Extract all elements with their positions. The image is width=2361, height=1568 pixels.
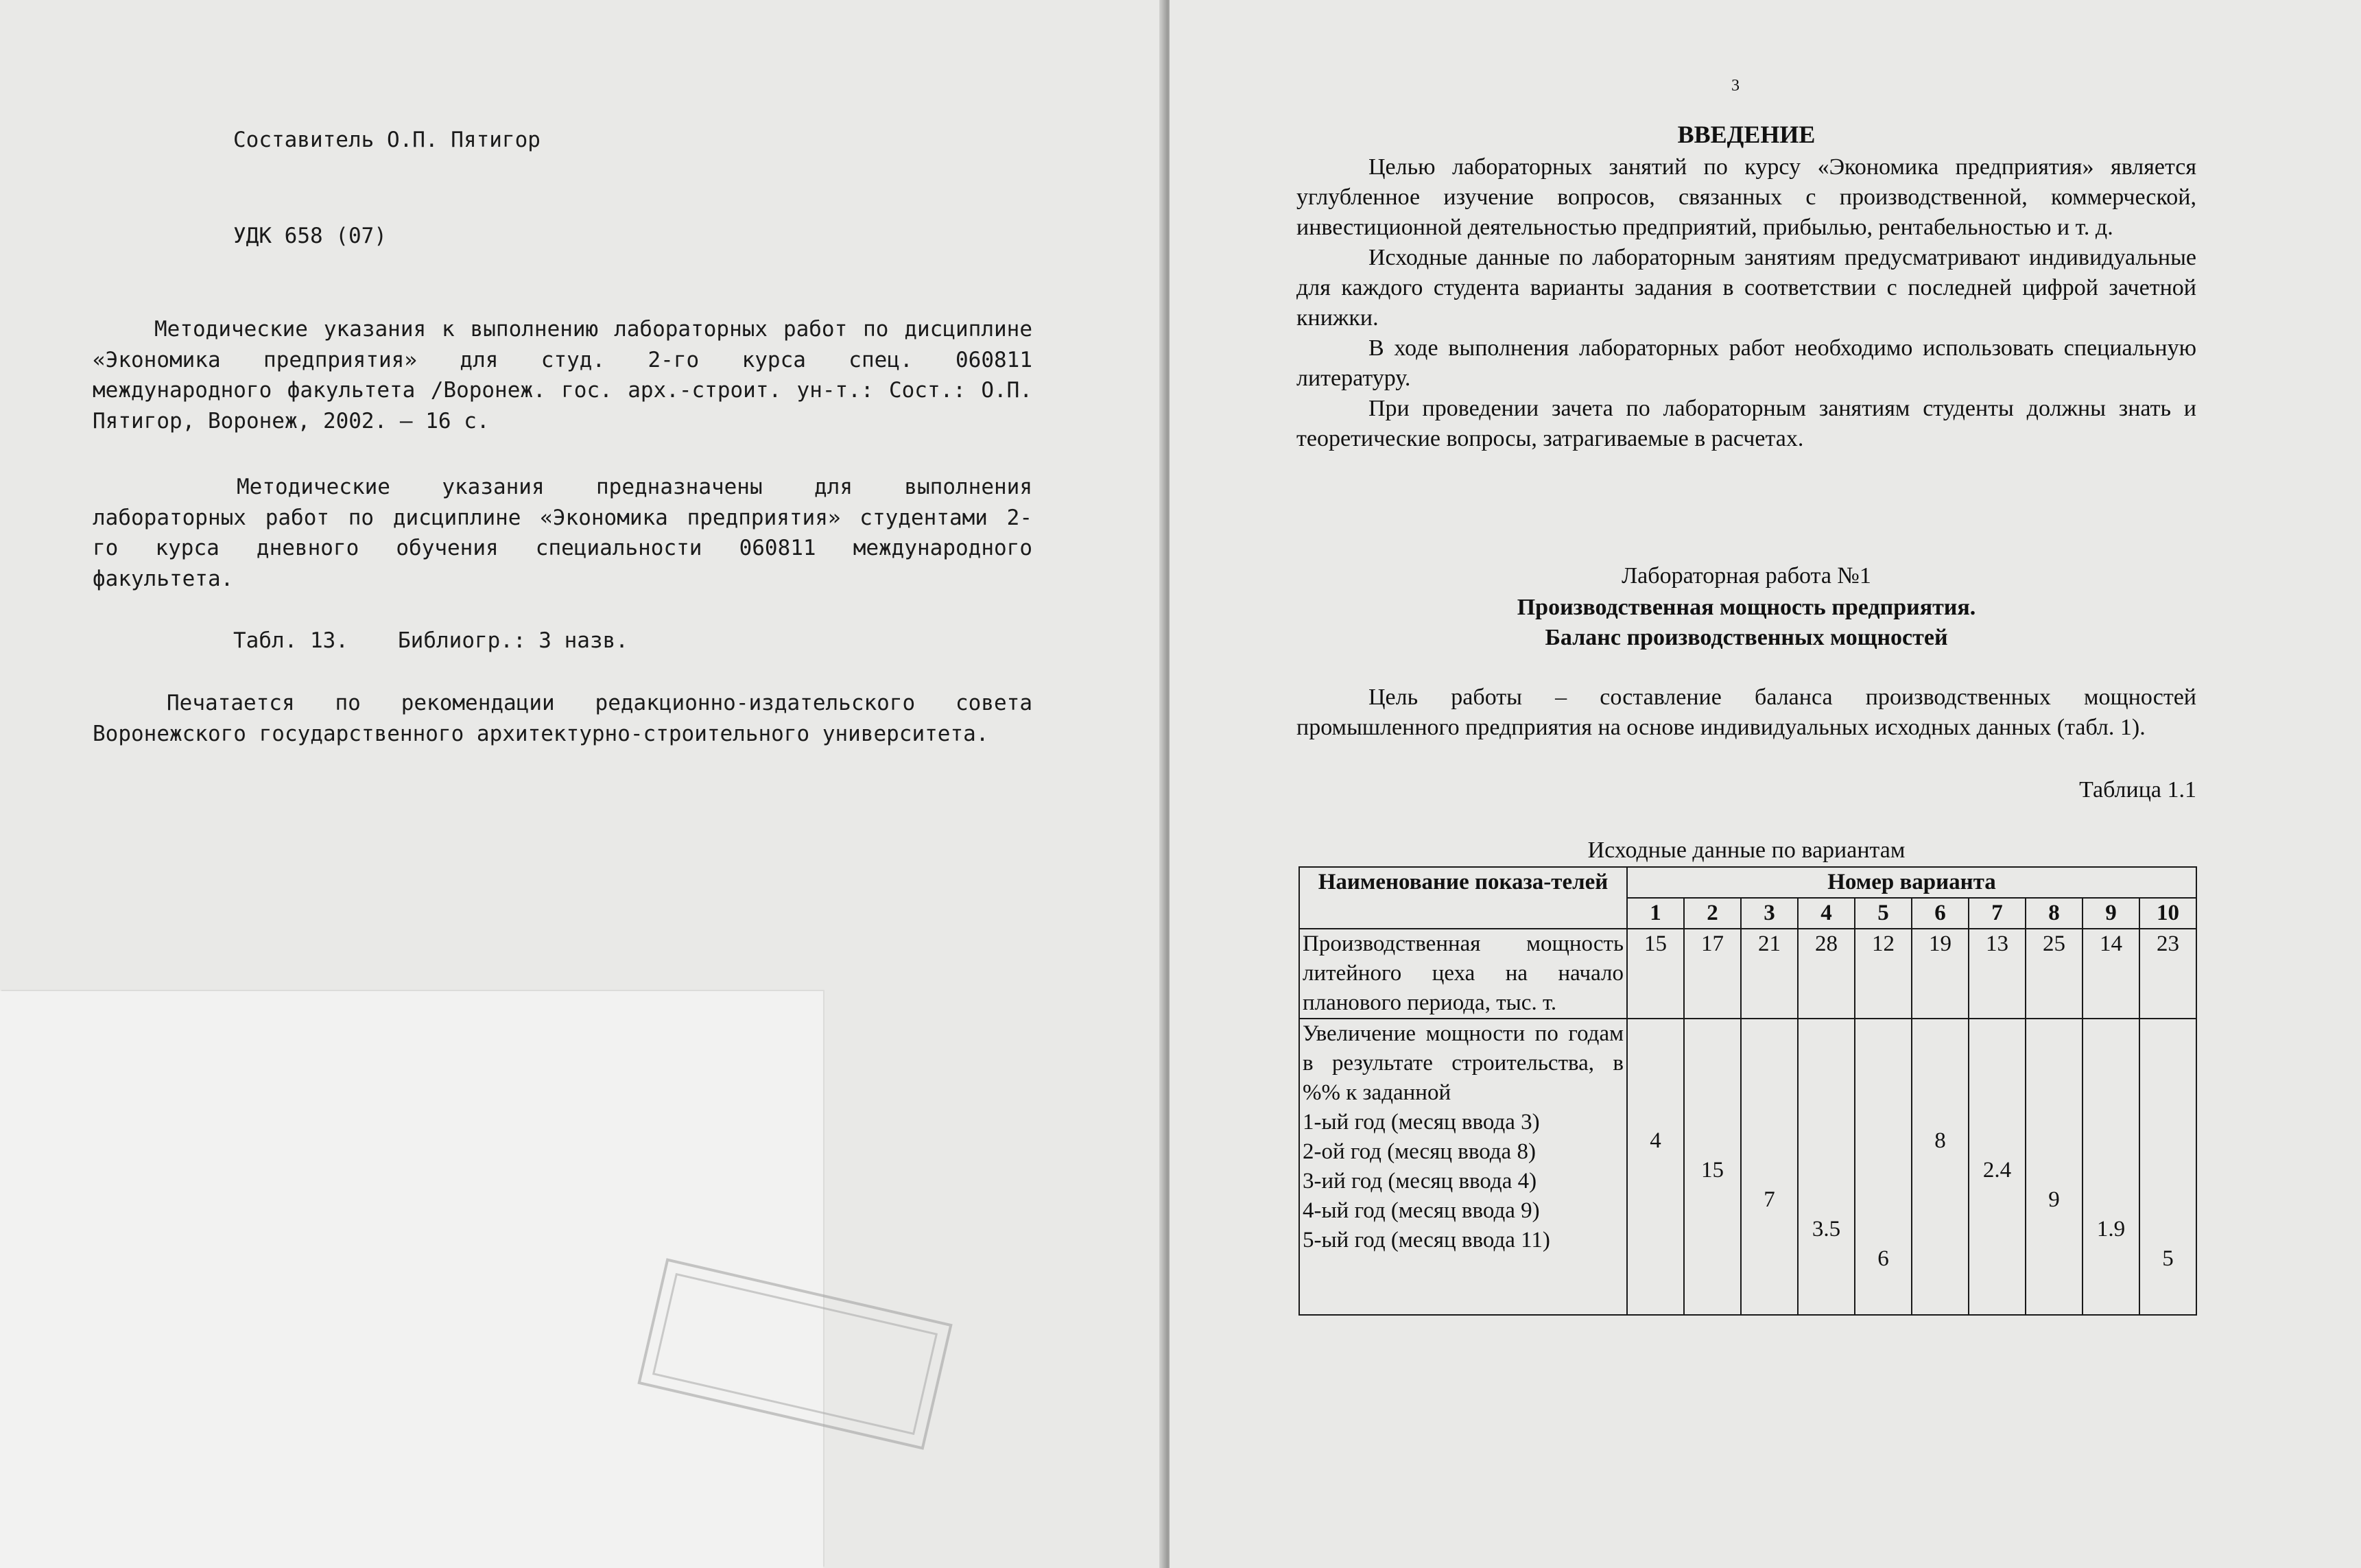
increase-value-cell <box>1912 1019 1969 1315</box>
lab-subtitle: Производственная мощность предприятия. <box>1517 595 1976 620</box>
increase-value: 2.4 <box>1982 1158 2012 1183</box>
publish-block <box>93 688 1032 749</box>
increase-value-cell <box>2083 1019 2139 1315</box>
variant-number-cell: 7 <box>1969 898 2026 929</box>
citation-block <box>93 314 1032 436</box>
increase-value: 15 <box>1701 1158 1724 1183</box>
variant-number-cell: 3 <box>1741 898 1798 929</box>
table-row <box>1299 929 2196 1019</box>
increase-value-cell <box>2139 1019 2196 1315</box>
table-row <box>1299 1019 2196 1315</box>
purpose-block <box>93 472 1032 594</box>
variant-number-cell: 2 <box>1684 898 1741 929</box>
goal-text: Цель работы – составление баланса производственных мощностей промышленного предприятия на основе индивидуальных исходных данных (табл. 1). <box>1296 685 2196 740</box>
citation-line: международного факультета /Воронеж. гос. арх.-строит. ун-т.: Сост.: О.П. <box>93 378 1032 403</box>
lab-subtitle: Баланс производственных мощностей <box>1545 625 1948 650</box>
increase-value-cell <box>1855 1019 1912 1315</box>
lab-title: Лабораторная работа №1 <box>1622 563 1871 589</box>
publish-line: Воронежского государственного архитектурно-строительного университета. <box>93 721 989 746</box>
header-name-cell: Наименование показа-телей <box>1299 867 1627 929</box>
row-name-cell <box>1299 1019 1627 1315</box>
header-variant-cell: Номер варианта <box>1627 867 2196 898</box>
capacity-value-cell: 25 <box>2026 929 2083 1019</box>
citation-line: «Экономика предприятия» для студ. 2-го курса спец. 060811 <box>93 347 1032 372</box>
capacity-value-cell: 17 <box>1684 929 1741 1019</box>
increase-value: 7 <box>1764 1187 1775 1212</box>
purpose-line: факультета. <box>93 566 234 591</box>
increase-value-cell <box>1741 1019 1798 1315</box>
purpose-line: Методические указания предназначены для выполнения <box>237 475 1032 499</box>
variant-number-cell: 5 <box>1855 898 1912 929</box>
variant-number-cell: 9 <box>2083 898 2139 929</box>
variants-table <box>1298 866 2197 1316</box>
increase-value: 5 <box>2162 1246 2174 1271</box>
increase-value-cell <box>1684 1019 1741 1315</box>
increase-value: 8 <box>1934 1128 1946 1153</box>
capacity-value-cell: 19 <box>1912 929 1969 1019</box>
capacity-value-cell: 12 <box>1855 929 1912 1019</box>
year-label: 5-ый год (месяц ввода 11) <box>1303 1228 1550 1252</box>
table-label: Таблица 1.1 <box>2079 777 2196 803</box>
capacity-value-cell: 15 <box>1627 929 1684 1019</box>
year-label: 4-ый год (месяц ввода 9) <box>1303 1198 1540 1223</box>
intro-text <box>1296 152 2196 454</box>
increase-value: 6 <box>1877 1246 1889 1271</box>
increase-value-cell <box>2026 1019 2083 1315</box>
citation-line: Методические указания к выполнению лабораторных работ по дисциплине <box>154 317 1032 342</box>
year-label: 3-ий год (месяц ввода 4) <box>1303 1169 1537 1193</box>
capacity-value-cell: 13 <box>1969 929 2026 1019</box>
row2-intro: Увеличение мощности по годам в результате строительства, в %% к заданной <box>1303 1021 1624 1105</box>
increase-value: 1.9 <box>2096 1217 2126 1242</box>
increase-value: 3.5 <box>1812 1217 1841 1242</box>
variant-number-cell: 8 <box>2026 898 2083 929</box>
udk-line: УДК 658 (07) <box>233 224 387 248</box>
bibliography-count: Библиогр.: 3 назв. <box>398 628 628 653</box>
intro-paragraph: Целью лабораторных занятий по курсу «Экономика предприятия» является углубленное изучение вопросов, связанных с производственной, коммерческой, инвестиционной деятельностью предприятий, прибылью, рентабельностью и т. д. <box>1296 154 2196 240</box>
compiler-line: Составитель О.П. Пятигор <box>233 128 541 152</box>
year-label: 1-ый год (месяц ввода 3) <box>1303 1110 1540 1135</box>
purpose-line: го курса дневного обучения специальности 060811 международного <box>93 536 1032 560</box>
tables-count: Табл. 13. <box>233 628 348 653</box>
purpose-line: лабораторных работ по дисциплине «Экономика предприятия» студентами 2- <box>93 505 1032 530</box>
intro-paragraph: В ходе выполнения лабораторных работ необходимо использовать специальную литературу. <box>1296 335 2196 391</box>
intro-paragraph: Исходные данные по лабораторным занятиям предусматривают индивидуальные для каждого студента варианты задания в соответствии с последней цифрой зачетной книжки. <box>1296 245 2196 331</box>
capacity-value-cell: 23 <box>2139 929 2196 1019</box>
capacity-value-cell: 28 <box>1798 929 1855 1019</box>
capacity-value-cell: 21 <box>1741 929 1798 1019</box>
intro-paragraph: При проведении зачета по лабораторным занятиям студенты должны знать и теоретические вопросы, затрагиваемые в расчетах. <box>1296 396 2196 451</box>
intro-heading: ВВЕДЕНИЕ <box>1677 121 1816 148</box>
increase-value-cell <box>1627 1019 1684 1315</box>
variant-number-cell: 1 <box>1627 898 1684 929</box>
publish-line: Печатается по рекомендации редакционно-издательского совета <box>167 691 1032 715</box>
variant-number-cell: 6 <box>1912 898 1969 929</box>
variant-number-cell: 10 <box>2139 898 2196 929</box>
table-caption: Исходные данные по вариантам <box>1587 838 1906 863</box>
page-number: 3 <box>1731 77 1740 95</box>
row-name-cell: Производственная мощность литейного цеха на начало планового периода, тыс. т. <box>1299 929 1627 1019</box>
increase-value-cell <box>1798 1019 1855 1315</box>
year-list <box>1303 1108 1624 1255</box>
variant-number-cell: 4 <box>1798 898 1855 929</box>
increase-value: 9 <box>2048 1187 2060 1212</box>
increase-value: 4 <box>1650 1128 1661 1153</box>
increase-value-cell <box>1969 1019 2026 1315</box>
year-label: 2-ой год (месяц ввода 8) <box>1303 1139 1536 1164</box>
citation-line: Пятигор, Воронеж, 2002. – 16 с. <box>93 408 490 433</box>
capacity-value-cell: 14 <box>2083 929 2139 1019</box>
